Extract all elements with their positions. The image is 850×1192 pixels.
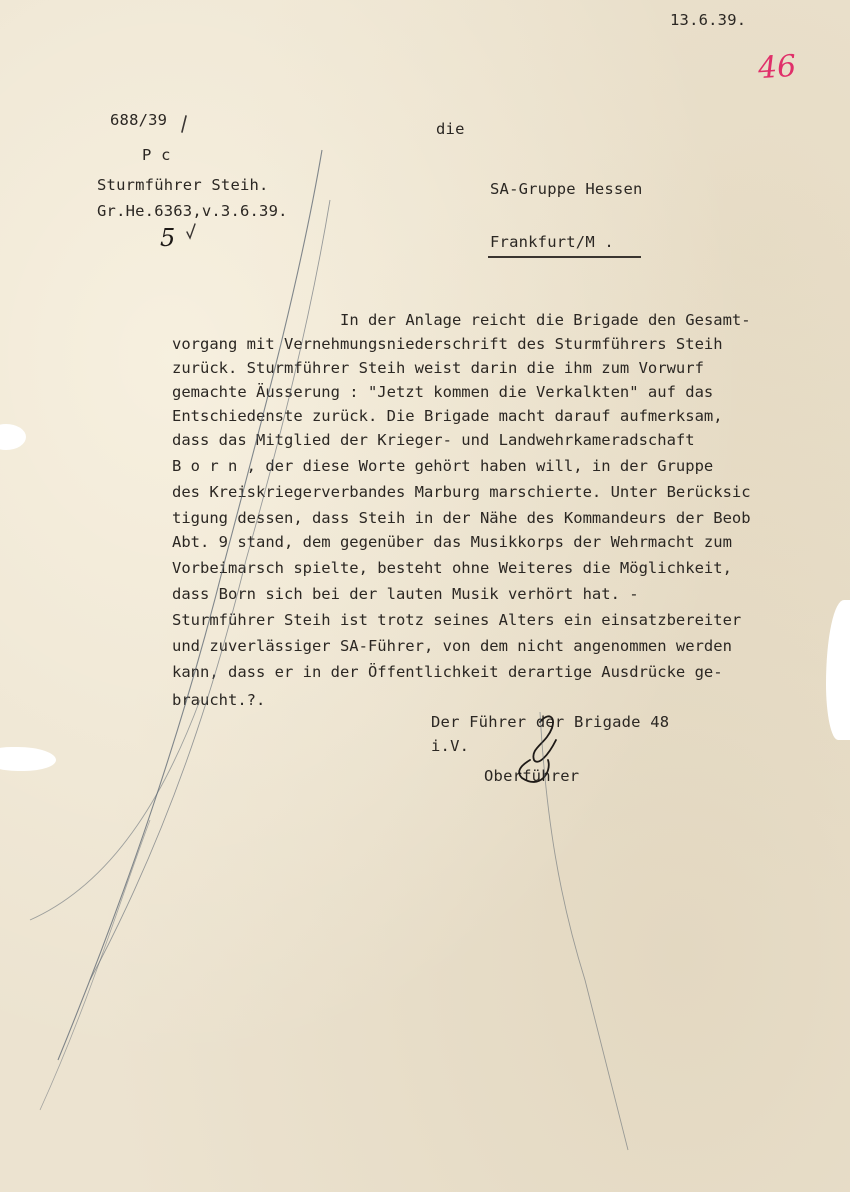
body-line: dass das Mitglied der Krieger- und Landwehrkameradschaft	[172, 431, 695, 449]
reference-initials: P c	[142, 146, 171, 164]
body-line: dass Born sich bei der lauten Musik verhört hat. -	[172, 585, 639, 603]
body-line: und zuverlässiger SA-Führer, von dem nicht angenommen werden	[172, 637, 732, 655]
document-date: 13.6.39.	[670, 11, 747, 29]
body-line: tigung dessen, dass Steih in der Nähe des Kommandeurs der Beob	[172, 509, 751, 527]
signature-line-1: Der Führer der Brigade 48	[431, 713, 670, 731]
body-line: gemachte Äusserung : "Jetzt kommen die Verkalkten" auf das	[172, 383, 714, 401]
recipient-city: Frankfurt/M .	[490, 233, 614, 251]
signature-line-2: i.V.	[431, 737, 470, 755]
body-line: vorgang mit Vernehmungsniederschrift des Sturmführers Steih	[172, 335, 723, 353]
pencil-stroke	[40, 820, 150, 1110]
file-number-checkmark	[182, 116, 186, 132]
file-number: 688/39	[110, 111, 168, 129]
signature-rank: Oberführer	[484, 767, 580, 785]
body-line: zurück. Sturmführer Steih weist darin die ihm zum Vorwurf	[172, 359, 704, 377]
subject-line-2: Gr.He.6363,v.3.6.39.	[97, 202, 288, 220]
punch-hole-lower	[0, 747, 56, 771]
pencil-stroke	[30, 700, 200, 920]
letter-body	[172, 310, 848, 720]
handwritten-mark: 5	[160, 224, 176, 252]
body-line: B o r n , der diese Worte gehört haben will, in der Gruppe	[172, 457, 714, 475]
recipient-article: die	[436, 120, 465, 138]
recipient-name: SA-Gruppe Hessen	[490, 180, 643, 198]
body-line: In der Anlage reicht die Brigade den Gesamt-	[340, 311, 751, 329]
body-line: Abt. 9 stand, dem gegenüber das Musikkorps der Wehrmacht zum	[172, 533, 732, 551]
body-line: braucht.?.	[172, 691, 266, 709]
handwritten-page-number: 46	[756, 48, 798, 87]
body-line: Entschiedenste zurück. Die Brigade macht darauf aufmerksam,	[172, 407, 723, 425]
body-line: Vorbeimarsch spielte, besteht ohne Weiteres die Möglichkeit,	[172, 559, 732, 577]
punch-hole-upper	[0, 424, 26, 450]
body-line: kann, dass er in der Öffentlichkeit derartige Ausdrücke ge-	[172, 663, 723, 681]
mark-checkmark	[187, 224, 195, 238]
body-line: Sturmführer Steih ist trotz seines Alters ein einsatzbereiter	[172, 611, 742, 629]
subject-line-1: Sturmführer Steih.	[97, 176, 269, 194]
body-line: des Kreiskriegerverbandes Marburg marschierte. Unter Berücksic	[172, 483, 751, 501]
recipient-city-underline	[488, 256, 641, 258]
